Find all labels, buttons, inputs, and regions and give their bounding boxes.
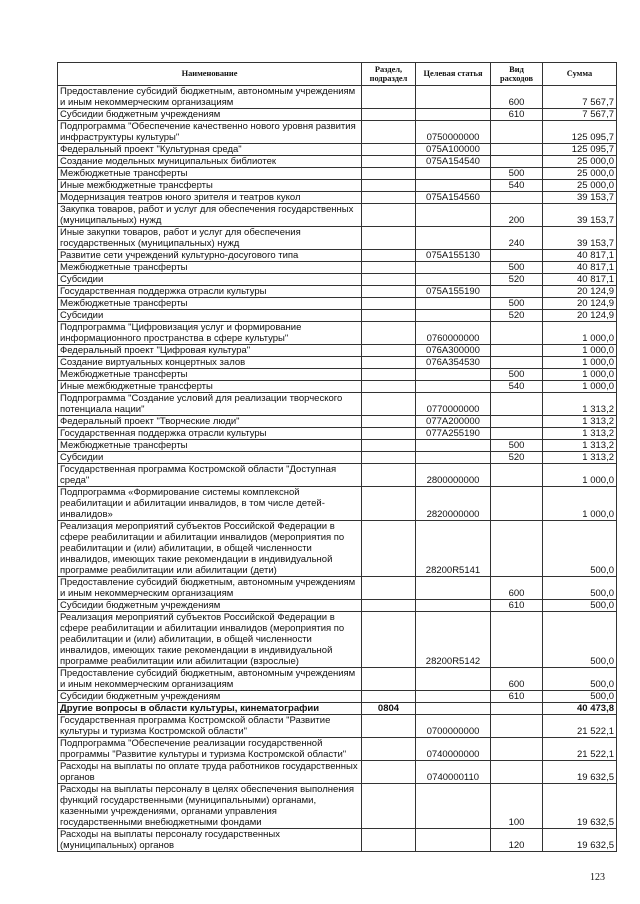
table-row <box>58 738 617 761</box>
row-expense-type-cell: 520 <box>491 452 543 464</box>
row-section-cell <box>362 784 416 829</box>
row-target-cell <box>416 298 491 310</box>
row-target-cell <box>416 784 491 829</box>
row-section-cell <box>362 761 416 784</box>
row-expense-type-cell: 100 <box>491 784 543 829</box>
table-body <box>58 86 617 852</box>
row-target-cell <box>416 227 491 250</box>
row-target-cell <box>416 577 491 600</box>
row-amount-cell: 1 000,0 <box>543 487 617 521</box>
budget-table <box>57 62 617 852</box>
row-target-cell: 0700000000 <box>416 715 491 738</box>
row-target-cell: 077A200000 <box>416 416 491 428</box>
row-amount-cell: 1 313,2 <box>543 416 617 428</box>
row-target-cell <box>416 381 491 393</box>
table-row <box>58 274 617 286</box>
row-target-cell <box>416 86 491 109</box>
row-name-cell: Расходы на выплаты персоналу в целях обеспечения выполнения функций государственными (муниципальными) органами, казенными учреждениями, органами управления государственными внебюджетными фондами <box>58 784 362 829</box>
row-target-cell: 076A354530 <box>416 357 491 369</box>
table-row <box>58 156 617 168</box>
row-expense-type-cell: 500 <box>491 369 543 381</box>
row-name-cell: Подпрограмма "Обеспечение реализации государственной программы "Развитие культуры и туризма Костромской области" <box>58 738 362 761</box>
row-section-cell <box>362 192 416 204</box>
row-section-cell <box>362 298 416 310</box>
row-amount-cell: 1 000,0 <box>543 345 617 357</box>
row-amount-cell: 500,0 <box>543 600 617 612</box>
row-name-cell: Подпрограмма "Цифровизация услуг и формирование информационного пространства в сфере культуры" <box>58 322 362 345</box>
row-expense-type-cell: 240 <box>491 227 543 250</box>
row-expense-type-cell <box>491 156 543 168</box>
table-row <box>58 369 617 381</box>
row-target-cell <box>416 109 491 121</box>
row-section-cell <box>362 286 416 298</box>
row-expense-type-cell: 120 <box>491 829 543 852</box>
row-section-cell <box>362 715 416 738</box>
row-amount-cell: 1 000,0 <box>543 357 617 369</box>
row-section-cell <box>362 440 416 452</box>
row-section-cell <box>362 357 416 369</box>
row-amount-cell: 21 522,1 <box>543 715 617 738</box>
row-section-cell <box>362 204 416 227</box>
table-row <box>58 715 617 738</box>
row-expense-type-cell <box>491 322 543 345</box>
row-amount-cell: 1 000,0 <box>543 369 617 381</box>
table-row <box>58 227 617 250</box>
row-section-cell <box>362 180 416 192</box>
row-section-cell <box>362 612 416 668</box>
table-row <box>58 381 617 393</box>
row-amount-cell: 19 632,5 <box>543 761 617 784</box>
row-amount-cell: 500,0 <box>543 577 617 600</box>
row-target-cell: 0740000110 <box>416 761 491 784</box>
row-target-cell <box>416 204 491 227</box>
table-row <box>58 180 617 192</box>
row-target-cell: 075A154560 <box>416 192 491 204</box>
row-expense-type-cell <box>491 357 543 369</box>
table-row <box>58 121 617 144</box>
row-name-cell: Подпрограмма "Создание условий для реализации творческого потенциала нации" <box>58 393 362 416</box>
row-section-cell <box>362 262 416 274</box>
row-expense-type-cell <box>491 286 543 298</box>
row-section-cell <box>362 310 416 322</box>
row-target-cell: 0770000000 <box>416 393 491 416</box>
row-expense-type-cell: 500 <box>491 168 543 180</box>
row-section-cell <box>362 393 416 416</box>
row-amount-cell: 1 313,2 <box>543 452 617 464</box>
row-expense-type-cell <box>491 121 543 144</box>
row-name-cell: Государственная поддержка отрасли культуры <box>58 428 362 440</box>
row-section-cell <box>362 109 416 121</box>
table-row <box>58 452 617 464</box>
row-expense-type-cell: 500 <box>491 262 543 274</box>
row-name-cell: Субсидии бюджетным учреждениям <box>58 109 362 121</box>
row-amount-cell: 40 817,1 <box>543 262 617 274</box>
table-row <box>58 286 617 298</box>
row-name-cell: Государственная программа Костромской области "Доступная среда" <box>58 464 362 487</box>
row-amount-cell: 39 153,7 <box>543 227 617 250</box>
row-name-cell: Реализация мероприятий субъектов Российской Федерации в сфере реабилитации и абилитации инвалидов (мероприятия по реабилитации и (или) абилитации, в общей численности инвалидов, имеющих такие рекомендации в индивидуальной программе реабилитации или абилитации (дети) <box>58 521 362 577</box>
row-expense-type-cell <box>491 487 543 521</box>
row-expense-type-cell <box>491 703 543 715</box>
row-name-cell: Подпрограмма «Формирование системы комплексной реабилитации и абилитации инвалидов, в том числе детей-инвалидов» <box>58 487 362 521</box>
row-amount-cell: 1 000,0 <box>543 322 617 345</box>
row-name-cell: Создание модельных муниципальных библиотек <box>58 156 362 168</box>
row-amount-cell: 25 000,0 <box>543 156 617 168</box>
table-row <box>58 416 617 428</box>
row-amount-cell: 7 567,7 <box>543 86 617 109</box>
row-section-cell <box>362 381 416 393</box>
row-name-cell: Субсидии бюджетным учреждениям <box>58 600 362 612</box>
header-expense-type: Вид расходов <box>491 63 543 86</box>
row-name-cell: Межбюджетные трансферты <box>58 369 362 381</box>
row-amount-cell: 39 153,7 <box>543 192 617 204</box>
row-section-cell <box>362 144 416 156</box>
row-amount-cell: 500,0 <box>543 668 617 691</box>
row-expense-type-cell <box>491 761 543 784</box>
row-expense-type-cell: 520 <box>491 310 543 322</box>
row-target-cell: 2800000000 <box>416 464 491 487</box>
row-name-cell: Государственная поддержка отрасли культуры <box>58 286 362 298</box>
table-row <box>58 345 617 357</box>
row-name-cell: Расходы на выплаты по оплате труда работников государственных органов <box>58 761 362 784</box>
row-target-cell <box>416 369 491 381</box>
row-section-cell: 0804 <box>362 703 416 715</box>
row-expense-type-cell <box>491 192 543 204</box>
row-amount-cell: 40 473,8 <box>543 703 617 715</box>
row-name-cell: Другие вопросы в области культуры, кинематографии <box>58 703 362 715</box>
row-name-cell: Федеральный проект "Культурная среда" <box>58 144 362 156</box>
row-name-cell: Иные межбюджетные трансферты <box>58 180 362 192</box>
budget-document <box>57 62 616 852</box>
row-name-cell: Субсидии бюджетным учреждениям <box>58 691 362 703</box>
table-row <box>58 144 617 156</box>
table-row <box>58 487 617 521</box>
table-row <box>58 310 617 322</box>
row-amount-cell: 1 313,2 <box>543 393 617 416</box>
row-name-cell: Межбюджетные трансферты <box>58 440 362 452</box>
row-section-cell <box>362 250 416 262</box>
row-name-cell: Модернизация театров юного зрителя и театров кукол <box>58 192 362 204</box>
row-name-cell: Субсидии <box>58 310 362 322</box>
row-section-cell <box>362 829 416 852</box>
row-section-cell <box>362 464 416 487</box>
header-name: Наименование <box>58 63 362 86</box>
row-expense-type-cell <box>491 428 543 440</box>
row-name-cell: Подпрограмма "Обеспечение качественно нового уровня развития инфраструктуры культуры" <box>58 121 362 144</box>
row-amount-cell: 21 522,1 <box>543 738 617 761</box>
table-row <box>58 428 617 440</box>
table-row <box>58 298 617 310</box>
row-target-cell: 0750000000 <box>416 121 491 144</box>
row-expense-type-cell: 610 <box>491 109 543 121</box>
row-section-cell <box>362 274 416 286</box>
table-row <box>58 464 617 487</box>
row-target-cell: 2820000000 <box>416 487 491 521</box>
table-row <box>58 168 617 180</box>
table-row <box>58 86 617 109</box>
row-name-cell: Межбюджетные трансферты <box>58 262 362 274</box>
row-name-cell: Иные закупки товаров, работ и услуг для обеспечения государственных (муниципальных) нужд <box>58 227 362 250</box>
row-target-cell <box>416 668 491 691</box>
row-amount-cell: 19 632,5 <box>543 829 617 852</box>
row-name-cell: Развитие сети учреждений культурно-досугового типа <box>58 250 362 262</box>
row-target-cell <box>416 703 491 715</box>
table-row <box>58 357 617 369</box>
row-amount-cell: 40 817,1 <box>543 250 617 262</box>
row-name-cell: Государственная программа Костромской области "Развитие культуры и туризма Костромской области" <box>58 715 362 738</box>
row-section-cell <box>362 369 416 381</box>
row-expense-type-cell: 500 <box>491 440 543 452</box>
row-target-cell <box>416 600 491 612</box>
page-number: 123 <box>590 872 605 883</box>
row-name-cell: Федеральный проект "Творческие люди" <box>58 416 362 428</box>
row-section-cell <box>362 600 416 612</box>
row-expense-type-cell <box>491 144 543 156</box>
row-expense-type-cell: 600 <box>491 86 543 109</box>
row-name-cell: Предоставление субсидий бюджетным, автономным учреждениям и иным некоммерческим организациям <box>58 86 362 109</box>
row-section-cell <box>362 691 416 703</box>
row-target-cell: 076A300000 <box>416 345 491 357</box>
table-row <box>58 204 617 227</box>
row-amount-cell: 1 000,0 <box>543 381 617 393</box>
row-amount-cell: 1 313,2 <box>543 440 617 452</box>
table-row <box>58 829 617 852</box>
row-target-cell: 077A255190 <box>416 428 491 440</box>
table-row <box>58 440 617 452</box>
row-expense-type-cell <box>491 521 543 577</box>
header-target: Целевая статья <box>416 63 491 86</box>
table-row <box>58 250 617 262</box>
table-row <box>58 703 617 715</box>
table-row <box>58 109 617 121</box>
row-target-cell: 0760000000 <box>416 322 491 345</box>
row-amount-cell: 125 095,7 <box>543 121 617 144</box>
row-section-cell <box>362 168 416 180</box>
row-name-cell: Субсидии <box>58 274 362 286</box>
row-target-cell <box>416 180 491 192</box>
row-target-cell: 28200R5142 <box>416 612 491 668</box>
row-section-cell <box>362 428 416 440</box>
row-section-cell <box>362 345 416 357</box>
table-row <box>58 691 617 703</box>
row-target-cell <box>416 691 491 703</box>
row-amount-cell: 20 124,9 <box>543 286 617 298</box>
row-expense-type-cell: 500 <box>491 298 543 310</box>
row-expense-type-cell <box>491 464 543 487</box>
row-target-cell: 0740000000 <box>416 738 491 761</box>
row-name-cell: Межбюджетные трансферты <box>58 298 362 310</box>
row-target-cell: 075A100000 <box>416 144 491 156</box>
row-amount-cell: 25 000,0 <box>543 168 617 180</box>
row-section-cell <box>362 227 416 250</box>
header-section: Раздел, подраздел <box>362 63 416 86</box>
row-expense-type-cell <box>491 393 543 416</box>
row-expense-type-cell <box>491 738 543 761</box>
row-target-cell: 28200R5141 <box>416 521 491 577</box>
row-amount-cell: 1 000,0 <box>543 464 617 487</box>
row-name-cell: Предоставление субсидий бюджетным, автономным учреждениям и иным некоммерческим организациям <box>58 668 362 691</box>
row-target-cell <box>416 310 491 322</box>
row-target-cell <box>416 440 491 452</box>
row-name-cell: Предоставление субсидий бюджетным, автономным учреждениям и иным некоммерческим организациям <box>58 577 362 600</box>
row-expense-type-cell: 540 <box>491 180 543 192</box>
row-amount-cell: 500,0 <box>543 612 617 668</box>
row-name-cell: Расходы на выплаты персоналу государственных (муниципальных) органов <box>58 829 362 852</box>
row-expense-type-cell: 520 <box>491 274 543 286</box>
row-target-cell <box>416 274 491 286</box>
row-section-cell <box>362 156 416 168</box>
row-section-cell <box>362 452 416 464</box>
row-amount-cell: 1 313,2 <box>543 428 617 440</box>
row-section-cell <box>362 668 416 691</box>
row-target-cell <box>416 829 491 852</box>
row-amount-cell: 19 632,5 <box>543 784 617 829</box>
row-expense-type-cell: 600 <box>491 668 543 691</box>
row-amount-cell: 40 817,1 <box>543 274 617 286</box>
row-amount-cell: 25 000,0 <box>543 180 617 192</box>
row-expense-type-cell: 610 <box>491 600 543 612</box>
row-section-cell <box>362 487 416 521</box>
row-section-cell <box>362 86 416 109</box>
row-expense-type-cell: 200 <box>491 204 543 227</box>
row-section-cell <box>362 577 416 600</box>
table-row <box>58 668 617 691</box>
row-amount-cell: 20 124,9 <box>543 298 617 310</box>
header-amount: Сумма <box>543 63 617 86</box>
row-amount-cell: 7 567,7 <box>543 109 617 121</box>
row-section-cell <box>362 322 416 345</box>
row-expense-type-cell: 540 <box>491 381 543 393</box>
row-amount-cell: 500,0 <box>543 521 617 577</box>
row-target-cell: 075A154540 <box>416 156 491 168</box>
row-target-cell <box>416 262 491 274</box>
table-row <box>58 761 617 784</box>
table-row <box>58 612 617 668</box>
row-target-cell: 075A155130 <box>416 250 491 262</box>
row-target-cell <box>416 168 491 180</box>
row-name-cell: Создание виртуальных концертных залов <box>58 357 362 369</box>
table-row <box>58 577 617 600</box>
table-row <box>58 262 617 274</box>
table-row <box>58 322 617 345</box>
row-name-cell: Межбюджетные трансферты <box>58 168 362 180</box>
row-target-cell <box>416 452 491 464</box>
row-section-cell <box>362 121 416 144</box>
row-name-cell: Иные межбюджетные трансферты <box>58 381 362 393</box>
row-name-cell: Закупка товаров, работ и услуг для обеспечения государственных (муниципальных) нужд <box>58 204 362 227</box>
row-name-cell: Федеральный проект "Цифровая культура" <box>58 345 362 357</box>
table-row <box>58 784 617 829</box>
row-name-cell: Субсидии <box>58 452 362 464</box>
row-section-cell <box>362 521 416 577</box>
row-expense-type-cell <box>491 345 543 357</box>
row-amount-cell: 39 153,7 <box>543 204 617 227</box>
row-expense-type-cell <box>491 416 543 428</box>
table-row <box>58 521 617 577</box>
row-expense-type-cell: 610 <box>491 691 543 703</box>
table-row <box>58 600 617 612</box>
row-expense-type-cell <box>491 715 543 738</box>
row-expense-type-cell: 600 <box>491 577 543 600</box>
row-section-cell <box>362 738 416 761</box>
row-expense-type-cell <box>491 612 543 668</box>
table-row <box>58 192 617 204</box>
table-header-row <box>58 63 617 86</box>
row-target-cell: 075A155190 <box>416 286 491 298</box>
row-amount-cell: 500,0 <box>543 691 617 703</box>
table-row <box>58 393 617 416</box>
row-amount-cell: 20 124,9 <box>543 310 617 322</box>
row-section-cell <box>362 416 416 428</box>
row-name-cell: Реализация мероприятий субъектов Российской Федерации в сфере реабилитации и абилитации инвалидов (мероприятия по реабилитации и (или) абилитации, в общей численности инвалидов, имеющих такие рекомендации в индивидуальной программе реабилитации или абилитации (взрослые) <box>58 612 362 668</box>
row-amount-cell: 125 095,7 <box>543 144 617 156</box>
row-expense-type-cell <box>491 250 543 262</box>
